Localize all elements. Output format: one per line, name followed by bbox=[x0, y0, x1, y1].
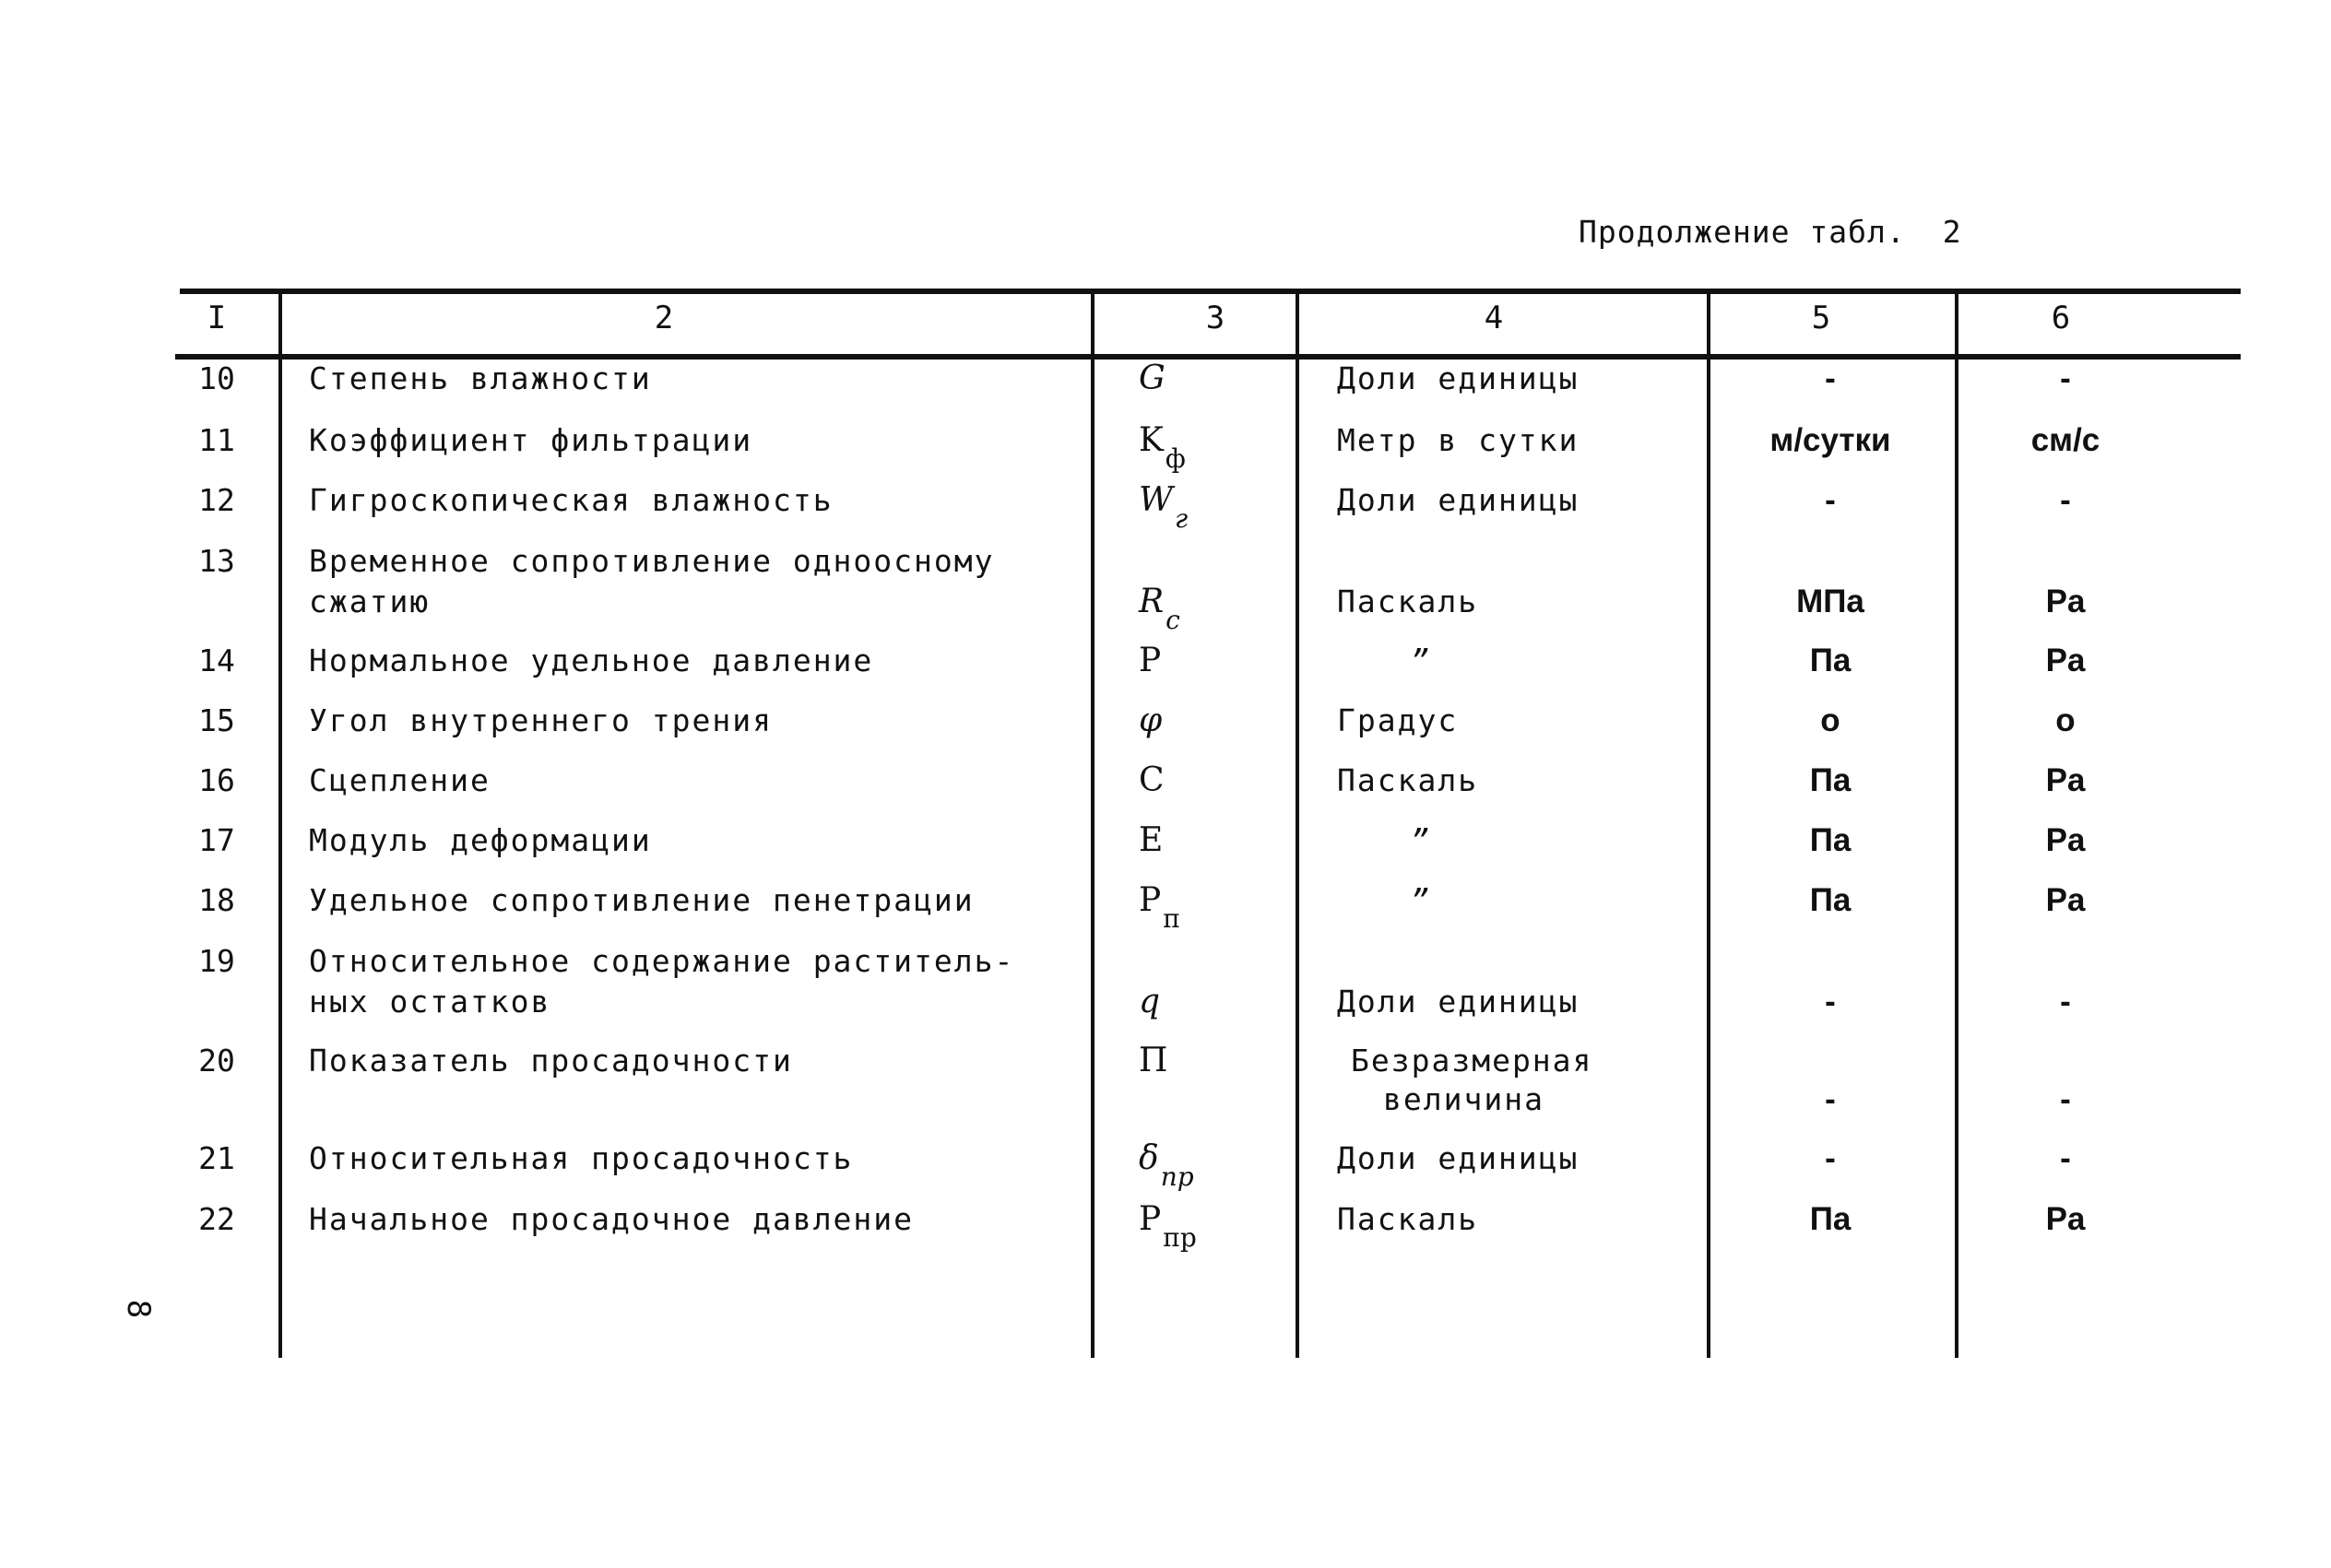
table-caption bbox=[1579, 214, 1962, 250]
unit-designation-ru: МПа bbox=[1796, 584, 1864, 619]
row-number: 20 bbox=[198, 1043, 235, 1079]
parameter-name: Гигроскопическая влажность bbox=[309, 482, 834, 518]
unit-designation-ru: - bbox=[1825, 482, 1836, 518]
symbol bbox=[1139, 761, 1165, 800]
unit-designation-intl: о bbox=[2055, 702, 2076, 738]
unit-designation-ru: Па bbox=[1809, 762, 1852, 798]
symbol-subscript: с bbox=[1166, 605, 1180, 635]
row-number: 10 bbox=[198, 360, 235, 396]
symbol bbox=[1139, 701, 1162, 740]
unit-designation-intl: - bbox=[2060, 1140, 2071, 1176]
row-number: 11 bbox=[198, 422, 235, 458]
row-number: 15 bbox=[198, 702, 235, 738]
header-label: 6 bbox=[2051, 300, 2071, 336]
symbol-main: C bbox=[1139, 761, 1165, 799]
symbol-main: P bbox=[1139, 1200, 1162, 1238]
symbol-main: K bbox=[1139, 421, 1164, 459]
header-label: I bbox=[207, 300, 227, 336]
header-label: 4 bbox=[1484, 300, 1504, 336]
parameter-name: Модуль деформации bbox=[309, 822, 652, 858]
symbol-main: G bbox=[1139, 360, 1166, 397]
header-label: 5 bbox=[1811, 300, 1831, 336]
row-number: 13 bbox=[198, 543, 235, 579]
unit-designation-ru: Па bbox=[1809, 1201, 1852, 1237]
unit-designation-intl: Pa bbox=[2045, 762, 2086, 798]
symbol bbox=[1139, 1042, 1167, 1080]
symbol bbox=[1139, 983, 1160, 1021]
row-number: 22 bbox=[198, 1201, 235, 1237]
symbol-subscript: п bbox=[1163, 903, 1180, 934]
symbol-main: P bbox=[1139, 642, 1162, 679]
unit-designation-intl: - bbox=[2060, 1081, 2071, 1117]
column-divider-4 bbox=[1707, 289, 1710, 1358]
symbol-main: φ bbox=[1139, 701, 1163, 739]
column-divider-3 bbox=[1296, 289, 1299, 1358]
unit-designation-ru: - bbox=[1825, 1081, 1836, 1117]
symbol-main: R bbox=[1139, 583, 1165, 620]
parameter-name: Показатель просадочности bbox=[309, 1043, 793, 1079]
column-divider-1 bbox=[278, 289, 282, 1358]
row-number: 19 bbox=[198, 943, 235, 979]
symbol bbox=[1139, 642, 1161, 680]
symbol-main: δ bbox=[1139, 1139, 1159, 1177]
unit-designation-intl: Pa bbox=[2045, 1201, 2086, 1237]
table-top-rule bbox=[180, 289, 2241, 294]
symbol bbox=[1139, 360, 1166, 398]
symbol-main: П bbox=[1139, 1042, 1168, 1079]
unit-name: Метр в сутки bbox=[1337, 422, 1580, 458]
symbol bbox=[1139, 421, 1186, 474]
row-number: 17 bbox=[198, 822, 235, 858]
unit-designation-ru: м/сутки bbox=[1769, 422, 1891, 458]
row-number: 14 bbox=[198, 643, 235, 678]
unit-designation-ru: - bbox=[1825, 1140, 1836, 1176]
row-number: 12 bbox=[198, 482, 235, 518]
parameter-name: ных остатков bbox=[309, 984, 551, 1020]
symbol-main: E bbox=[1139, 821, 1164, 859]
unit-designation-ru: - bbox=[1825, 984, 1836, 1020]
symbol-main: q bbox=[1139, 983, 1161, 1020]
unit-name: Доли единицы bbox=[1337, 984, 1580, 1020]
unit-name: ” bbox=[1411, 882, 1431, 918]
unit-designation-ru: Па bbox=[1809, 643, 1852, 678]
unit-designation-intl: Pa bbox=[2045, 882, 2086, 918]
parameter-name: Нормальное удельное давление bbox=[309, 643, 874, 678]
symbol-main: W bbox=[1139, 481, 1174, 519]
symbol-subscript: г bbox=[1175, 503, 1189, 534]
unit-designation-intl: см/с bbox=[2030, 422, 2100, 458]
parameter-name: сжатию bbox=[309, 584, 431, 619]
column-divider-2 bbox=[1091, 289, 1095, 1358]
symbol bbox=[1139, 1139, 1194, 1192]
symbol-subscript: пр bbox=[1160, 1161, 1194, 1192]
symbol-main: P bbox=[1139, 881, 1162, 919]
unit-designation-intl: Pa bbox=[2045, 643, 2086, 678]
unit-designation-intl: - bbox=[2060, 984, 2071, 1020]
caption-number: 2 bbox=[1942, 214, 1962, 250]
unit-designation-intl: Pa bbox=[2045, 822, 2086, 858]
unit-name: Паскаль bbox=[1337, 584, 1479, 619]
caption-text: Продолжение табл. bbox=[1579, 214, 1906, 250]
parameter-name: Степень влажности bbox=[309, 360, 652, 396]
unit-name: Паскаль bbox=[1337, 762, 1479, 798]
row-number: 16 bbox=[198, 762, 235, 798]
row-number: 18 bbox=[198, 882, 235, 918]
header-label: 3 bbox=[1205, 300, 1225, 336]
parameter-name: Относительное содержание раститель- bbox=[309, 943, 1015, 979]
symbol bbox=[1139, 821, 1163, 860]
symbol bbox=[1139, 583, 1180, 635]
unit-designation-intl: - bbox=[2060, 360, 2071, 396]
unit-name: Паскаль bbox=[1337, 1201, 1479, 1237]
unit-designation-ru: - bbox=[1825, 360, 1836, 396]
unit-name: Градус bbox=[1337, 702, 1459, 738]
symbol bbox=[1139, 1200, 1197, 1253]
symbol-subscript: пр bbox=[1163, 1222, 1197, 1253]
row-number: 21 bbox=[198, 1140, 235, 1176]
symbol bbox=[1139, 881, 1180, 934]
parameter-name: Сцепление bbox=[309, 762, 491, 798]
unit-designation-ru: Па bbox=[1809, 882, 1852, 918]
unit-name: величина bbox=[1383, 1081, 1544, 1117]
symbol bbox=[1139, 481, 1189, 534]
unit-designation-intl: - bbox=[2060, 482, 2071, 518]
parameter-name: Относительная просадочность bbox=[309, 1140, 854, 1176]
unit-name: Доли единицы bbox=[1337, 1140, 1580, 1176]
parameter-name: Временное сопротивление одноосному bbox=[309, 543, 995, 579]
parameter-name: Коэффициент фильтрации bbox=[309, 422, 753, 458]
header-label: 2 bbox=[654, 300, 674, 336]
unit-name: Доли единицы bbox=[1337, 360, 1580, 396]
unit-name: ” bbox=[1411, 822, 1431, 858]
unit-designation-ru: Па bbox=[1809, 822, 1852, 858]
unit-name: Доли единицы bbox=[1337, 482, 1580, 518]
parameter-name: Удельное сопротивление пенетрации bbox=[309, 882, 975, 918]
parameter-name: Начальное просадочное давление bbox=[309, 1201, 915, 1237]
page-number: 8 bbox=[120, 1299, 158, 1319]
unit-designation-intl: Pa bbox=[2045, 584, 2086, 619]
unit-name: Безразмерная bbox=[1351, 1043, 1593, 1079]
parameter-name: Угол внутреннего трения bbox=[309, 702, 773, 738]
unit-name: ” bbox=[1411, 643, 1431, 678]
unit-designation-ru: о bbox=[1820, 702, 1840, 738]
symbol-subscript: ф bbox=[1165, 443, 1186, 474]
